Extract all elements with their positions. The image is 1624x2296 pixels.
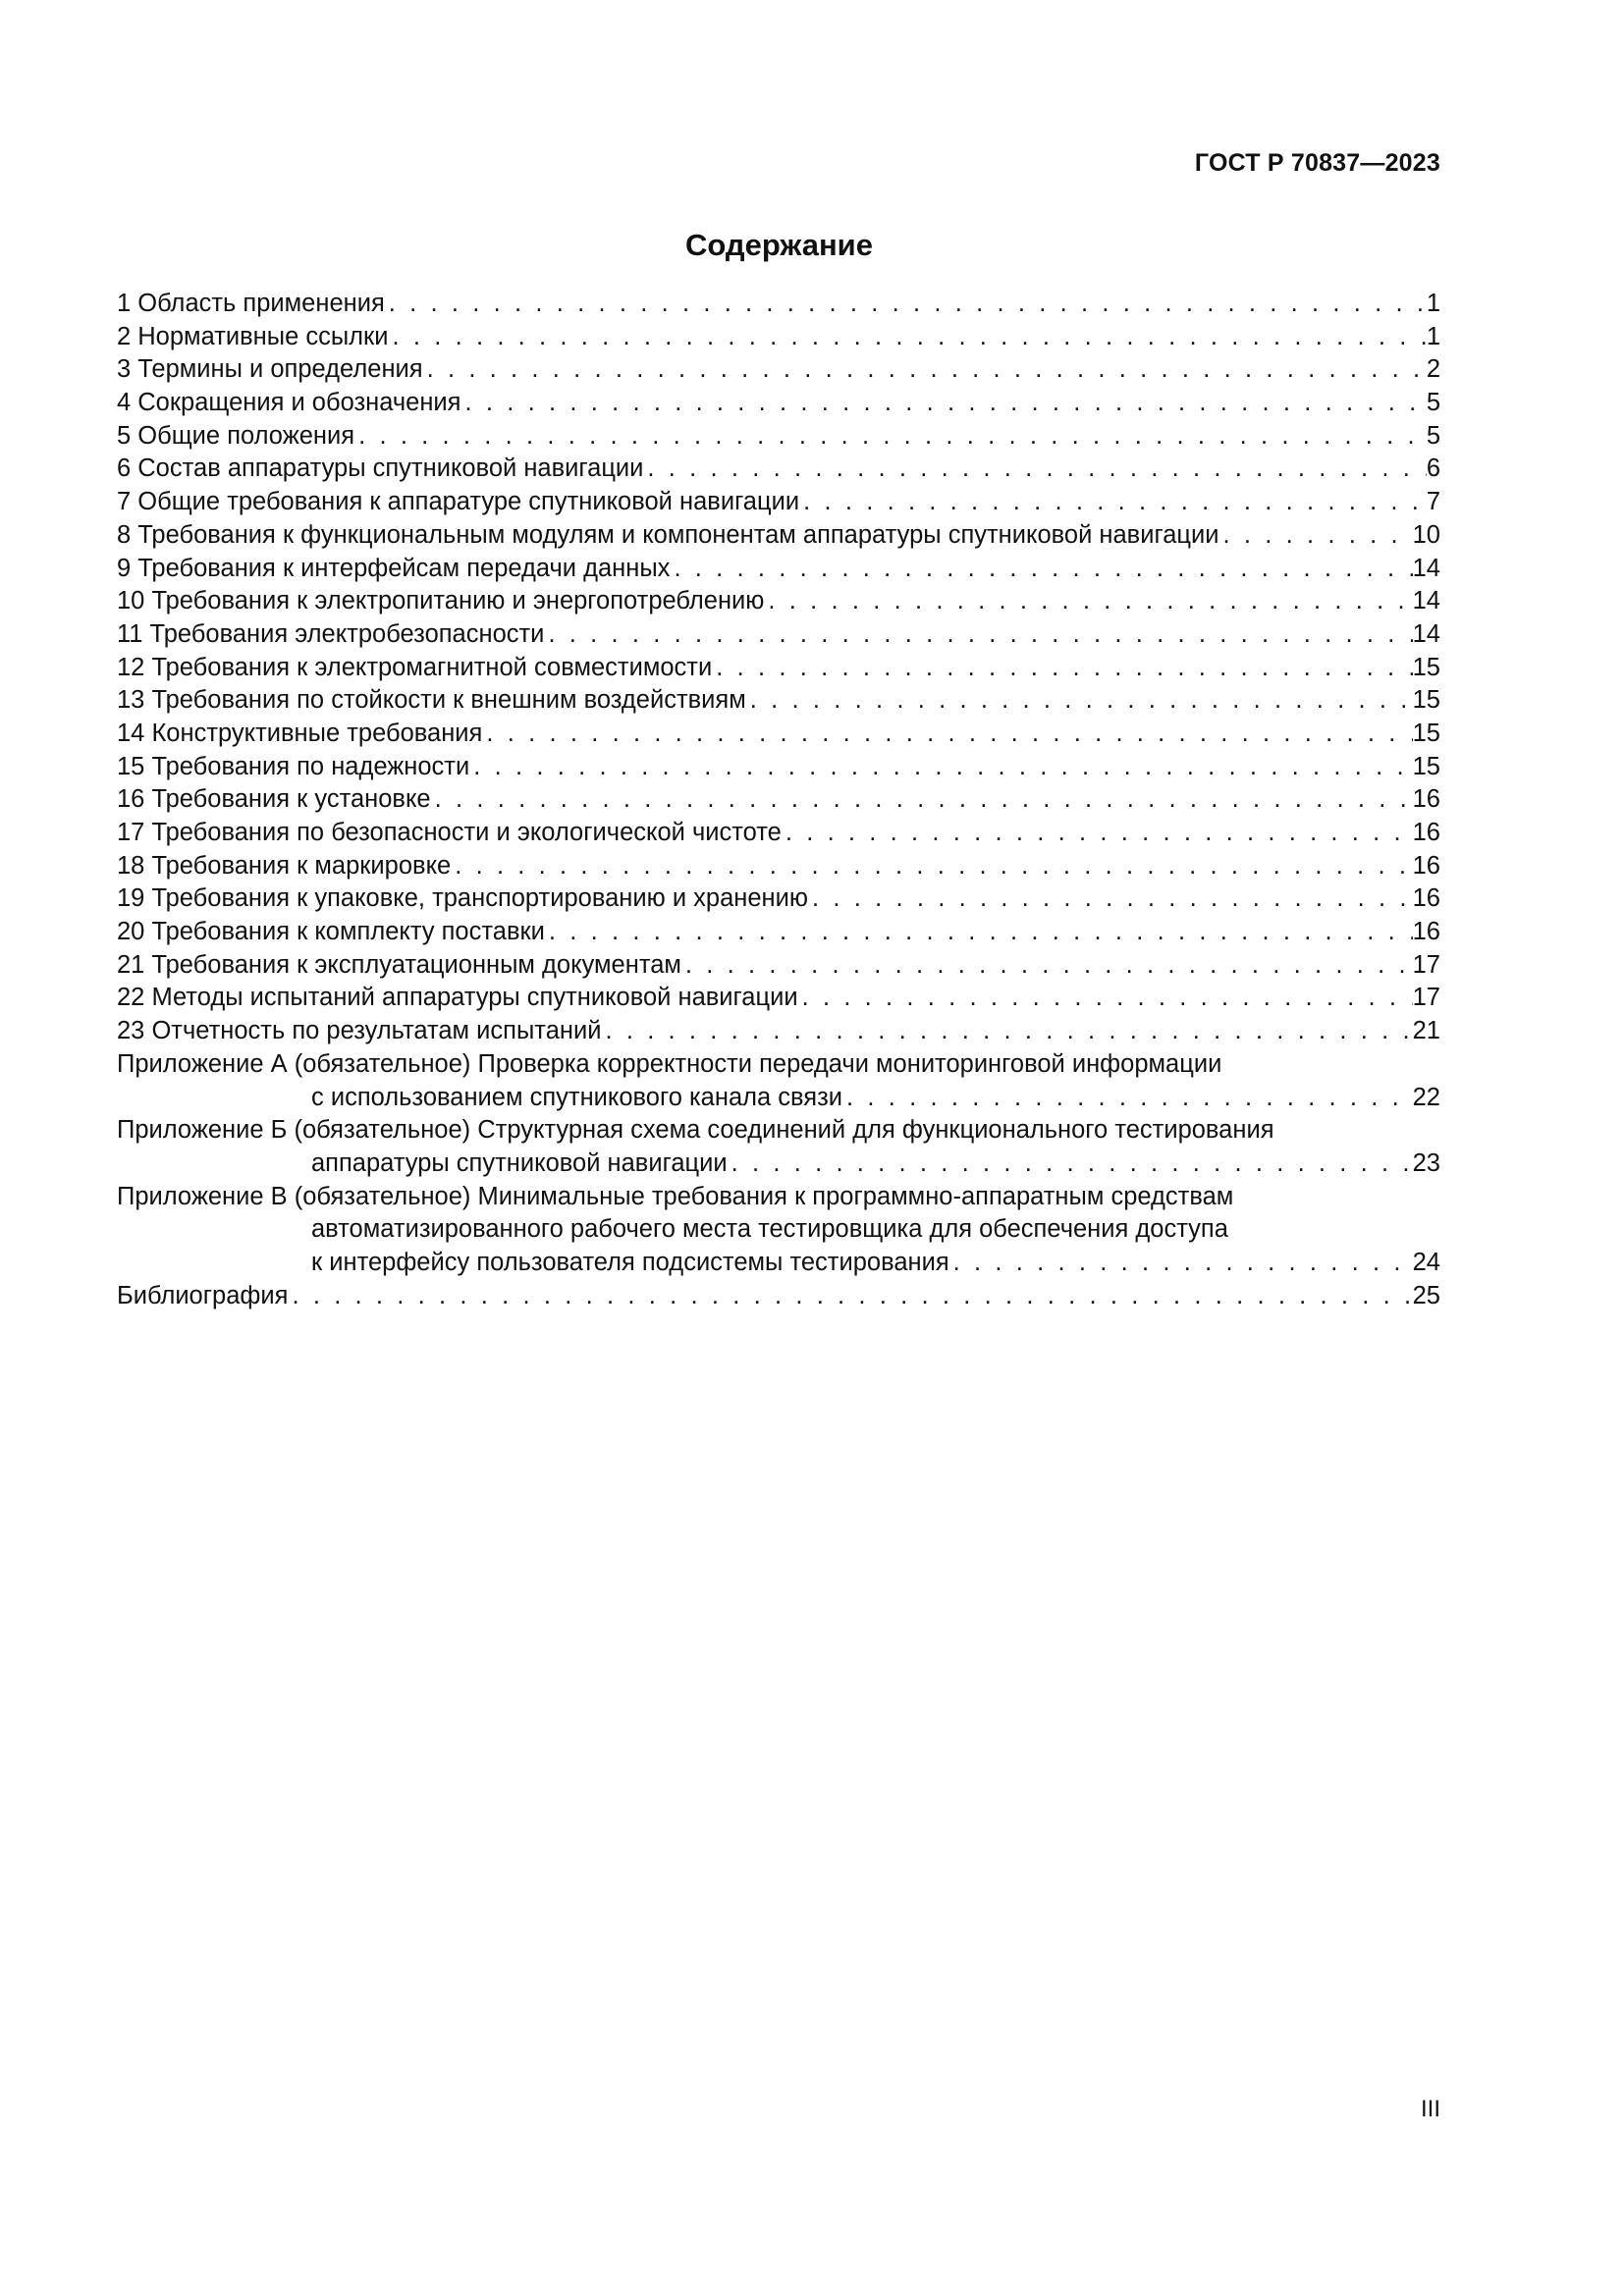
toc-entry-label: 20 Требования к комплекту поставки — [117, 918, 545, 946]
document-code: ГОСТ Р 70837—2023 — [1194, 149, 1440, 177]
table-of-contents — [117, 288, 1440, 1312]
toc-entry[interactable] — [117, 321, 1440, 354]
toc-entry-page: 2 — [1426, 355, 1440, 384]
dot-leader — [764, 585, 1412, 618]
toc-entry[interactable] — [117, 486, 1440, 519]
toc-entry[interactable] — [117, 353, 1440, 387]
toc-entry-page: 23 — [1412, 1148, 1440, 1177]
toc-entry-page: 5 — [1426, 389, 1440, 417]
dot-leader — [842, 1082, 1413, 1115]
toc-entry-page: 1 — [1426, 290, 1440, 317]
toc-entry-page: 15 — [1412, 752, 1440, 780]
toc-entry-page: 7 — [1426, 488, 1440, 516]
toc-entry-label: 5 Общие положения — [117, 421, 355, 450]
toc-entry-page: 14 — [1412, 587, 1440, 615]
dot-leader — [385, 288, 1427, 321]
toc-entry[interactable] — [117, 453, 1440, 486]
toc-entry-label: 22 Методы испытаний аппаратуры спутниковой навигации — [117, 984, 798, 1012]
toc-entry-page: 16 — [1412, 884, 1440, 913]
annex-title-line: Приложение Б (обязательное) Структурная схема соединений для функционального тестирования — [117, 1116, 1274, 1145]
toc-annex-entry[interactable] — [117, 1114, 1440, 1180]
toc-entry[interactable] — [117, 618, 1440, 652]
toc-entry-page: 25 — [1412, 1281, 1440, 1309]
toc-entry-label: 18 Требования к маркировке — [117, 851, 452, 880]
toc-entry[interactable] — [117, 585, 1440, 618]
toc-entry-label: 1 Область применения — [117, 290, 385, 317]
toc-entry-label: 3 Термины и определения — [117, 355, 423, 384]
toc-entry-label: 16 Требования к установке — [117, 785, 431, 814]
toc-entry[interactable] — [117, 751, 1440, 784]
toc-entry[interactable] — [117, 387, 1440, 420]
toc-entry-label: 9 Требования к интерфейсам передачи данных — [117, 554, 671, 582]
dot-leader — [451, 850, 1412, 883]
dot-leader — [544, 618, 1412, 652]
toc-entry-bibliography[interactable] — [117, 1280, 1440, 1313]
toc-title: Содержание — [685, 228, 873, 262]
toc-entry[interactable] — [117, 783, 1440, 817]
dot-leader — [288, 1280, 1412, 1313]
annex-title-line: автоматизированного рабочего места тестировщика для обеспечения доступа — [311, 1215, 1228, 1244]
dot-leader — [1218, 519, 1412, 553]
toc-entry-label: 7 Общие требования к аппаратуре спутниковой навигации — [117, 488, 800, 516]
annex-last-line — [117, 1247, 1440, 1280]
toc-entry-page: 5 — [1426, 421, 1440, 450]
toc-entry-page: 1 — [1426, 322, 1440, 350]
toc-entry-page: 15 — [1412, 686, 1440, 715]
toc-entry-page: 22 — [1412, 1083, 1440, 1111]
toc-entry-label: 19 Требования к упаковке, транспортированию и хранению — [117, 884, 808, 913]
toc-entry-page: 14 — [1412, 619, 1440, 648]
dot-leader — [461, 387, 1427, 420]
toc-entry-label: 14 Конструктивные требования — [117, 719, 483, 747]
toc-entry-label: 10 Требования к электропитанию и энергопотреблению — [117, 587, 765, 615]
toc-entry-label: 4 Сокращения и обозначения — [117, 389, 461, 417]
toc-entry-label: 13 Требования по стойкости к внешним воздействиям — [117, 686, 746, 715]
toc-entry-label: к интерфейсу пользователя подсистемы тестирования — [311, 1248, 949, 1276]
toc-entry[interactable] — [117, 652, 1440, 685]
toc-entry-label: 6 Состав аппаратуры спутниковой навигации — [117, 454, 644, 483]
toc-entry[interactable] — [117, 684, 1440, 718]
dot-leader — [798, 982, 1413, 1015]
dot-leader — [728, 1148, 1413, 1181]
toc-entry-page: 14 — [1412, 554, 1440, 582]
toc-entry-label: 2 Нормативные ссылки — [117, 322, 389, 350]
dot-leader — [808, 882, 1413, 916]
dot-leader — [482, 718, 1412, 751]
toc-entry[interactable] — [117, 882, 1440, 916]
dot-leader — [799, 486, 1427, 519]
dot-leader — [601, 1015, 1412, 1048]
dot-leader — [782, 817, 1413, 850]
toc-entry-label: Библиография — [117, 1281, 289, 1309]
toc-entry[interactable] — [117, 916, 1440, 949]
annex-last-line — [117, 1082, 1440, 1115]
toc-entry-label: 15 Требования по надежности — [117, 752, 470, 780]
dot-leader — [670, 553, 1412, 586]
toc-entry-page: 6 — [1426, 454, 1440, 483]
toc-entry[interactable] — [117, 519, 1440, 553]
dot-leader — [545, 916, 1413, 949]
toc-entry-label: аппаратуры спутниковой навигации — [311, 1148, 728, 1177]
dot-leader — [354, 420, 1427, 454]
toc-entry-page: 17 — [1412, 950, 1440, 979]
dot-leader — [423, 353, 1427, 387]
toc-entry[interactable] — [117, 1015, 1440, 1048]
toc-entry[interactable] — [117, 817, 1440, 850]
toc-entry-label: 17 Требования по безопасности и экологической чистоте — [117, 819, 782, 846]
toc-entry[interactable] — [117, 553, 1440, 586]
dot-leader — [746, 684, 1413, 718]
toc-entry[interactable] — [117, 288, 1440, 321]
toc-entry[interactable] — [117, 850, 1440, 883]
toc-entry-label: 23 Отчетность по результатам испытаний — [117, 1017, 602, 1045]
toc-entry[interactable] — [117, 982, 1440, 1015]
toc-entry-page: 16 — [1412, 785, 1440, 814]
toc-entry[interactable] — [117, 949, 1440, 983]
dot-leader — [469, 751, 1412, 784]
page-number: III — [1420, 2096, 1440, 2122]
toc-entry-page: 17 — [1412, 984, 1440, 1012]
toc-entry-page: 21 — [1412, 1017, 1440, 1045]
toc-entry-label: с использованием спутникового канала связи — [311, 1083, 843, 1111]
annex-title-line: Приложение А (обязательное) Проверка корректности передачи мониторинговой информации — [117, 1049, 1222, 1078]
toc-entry-label: 8 Требования к функциональным модулям и компонентам аппаратуры спутниковой навигации — [117, 520, 1219, 549]
toc-entry-page: 10 — [1412, 520, 1440, 549]
toc-entry[interactable] — [117, 718, 1440, 751]
dot-leader — [643, 453, 1426, 486]
toc-entry-page: 24 — [1412, 1248, 1440, 1276]
dot-leader — [712, 652, 1412, 685]
toc-entry-page: 15 — [1412, 719, 1440, 747]
toc-entry-page: 16 — [1412, 851, 1440, 880]
toc-annex-entry[interactable] — [117, 1181, 1440, 1280]
toc-entry-page: 16 — [1412, 918, 1440, 946]
annex-title-line: Приложение В (обязательное) Минимальные требования к программно-аппаратным средствам — [117, 1182, 1234, 1210]
dot-leader — [431, 783, 1413, 817]
toc-entry-page: 15 — [1412, 653, 1440, 681]
annex-last-line — [117, 1148, 1440, 1181]
toc-annex-entry[interactable] — [117, 1048, 1440, 1114]
toc-entry[interactable] — [117, 420, 1440, 454]
dot-leader — [681, 949, 1413, 983]
dot-leader — [949, 1247, 1413, 1280]
toc-entry-page: 16 — [1412, 819, 1440, 846]
toc-entry-label: 21 Требования к эксплуатационным документам — [117, 950, 681, 979]
dot-leader — [388, 321, 1426, 354]
toc-entry-label: 12 Требования к электромагнитной совместимости — [117, 653, 713, 681]
toc-entry-label: 11 Требования электробезопасности — [117, 619, 545, 648]
